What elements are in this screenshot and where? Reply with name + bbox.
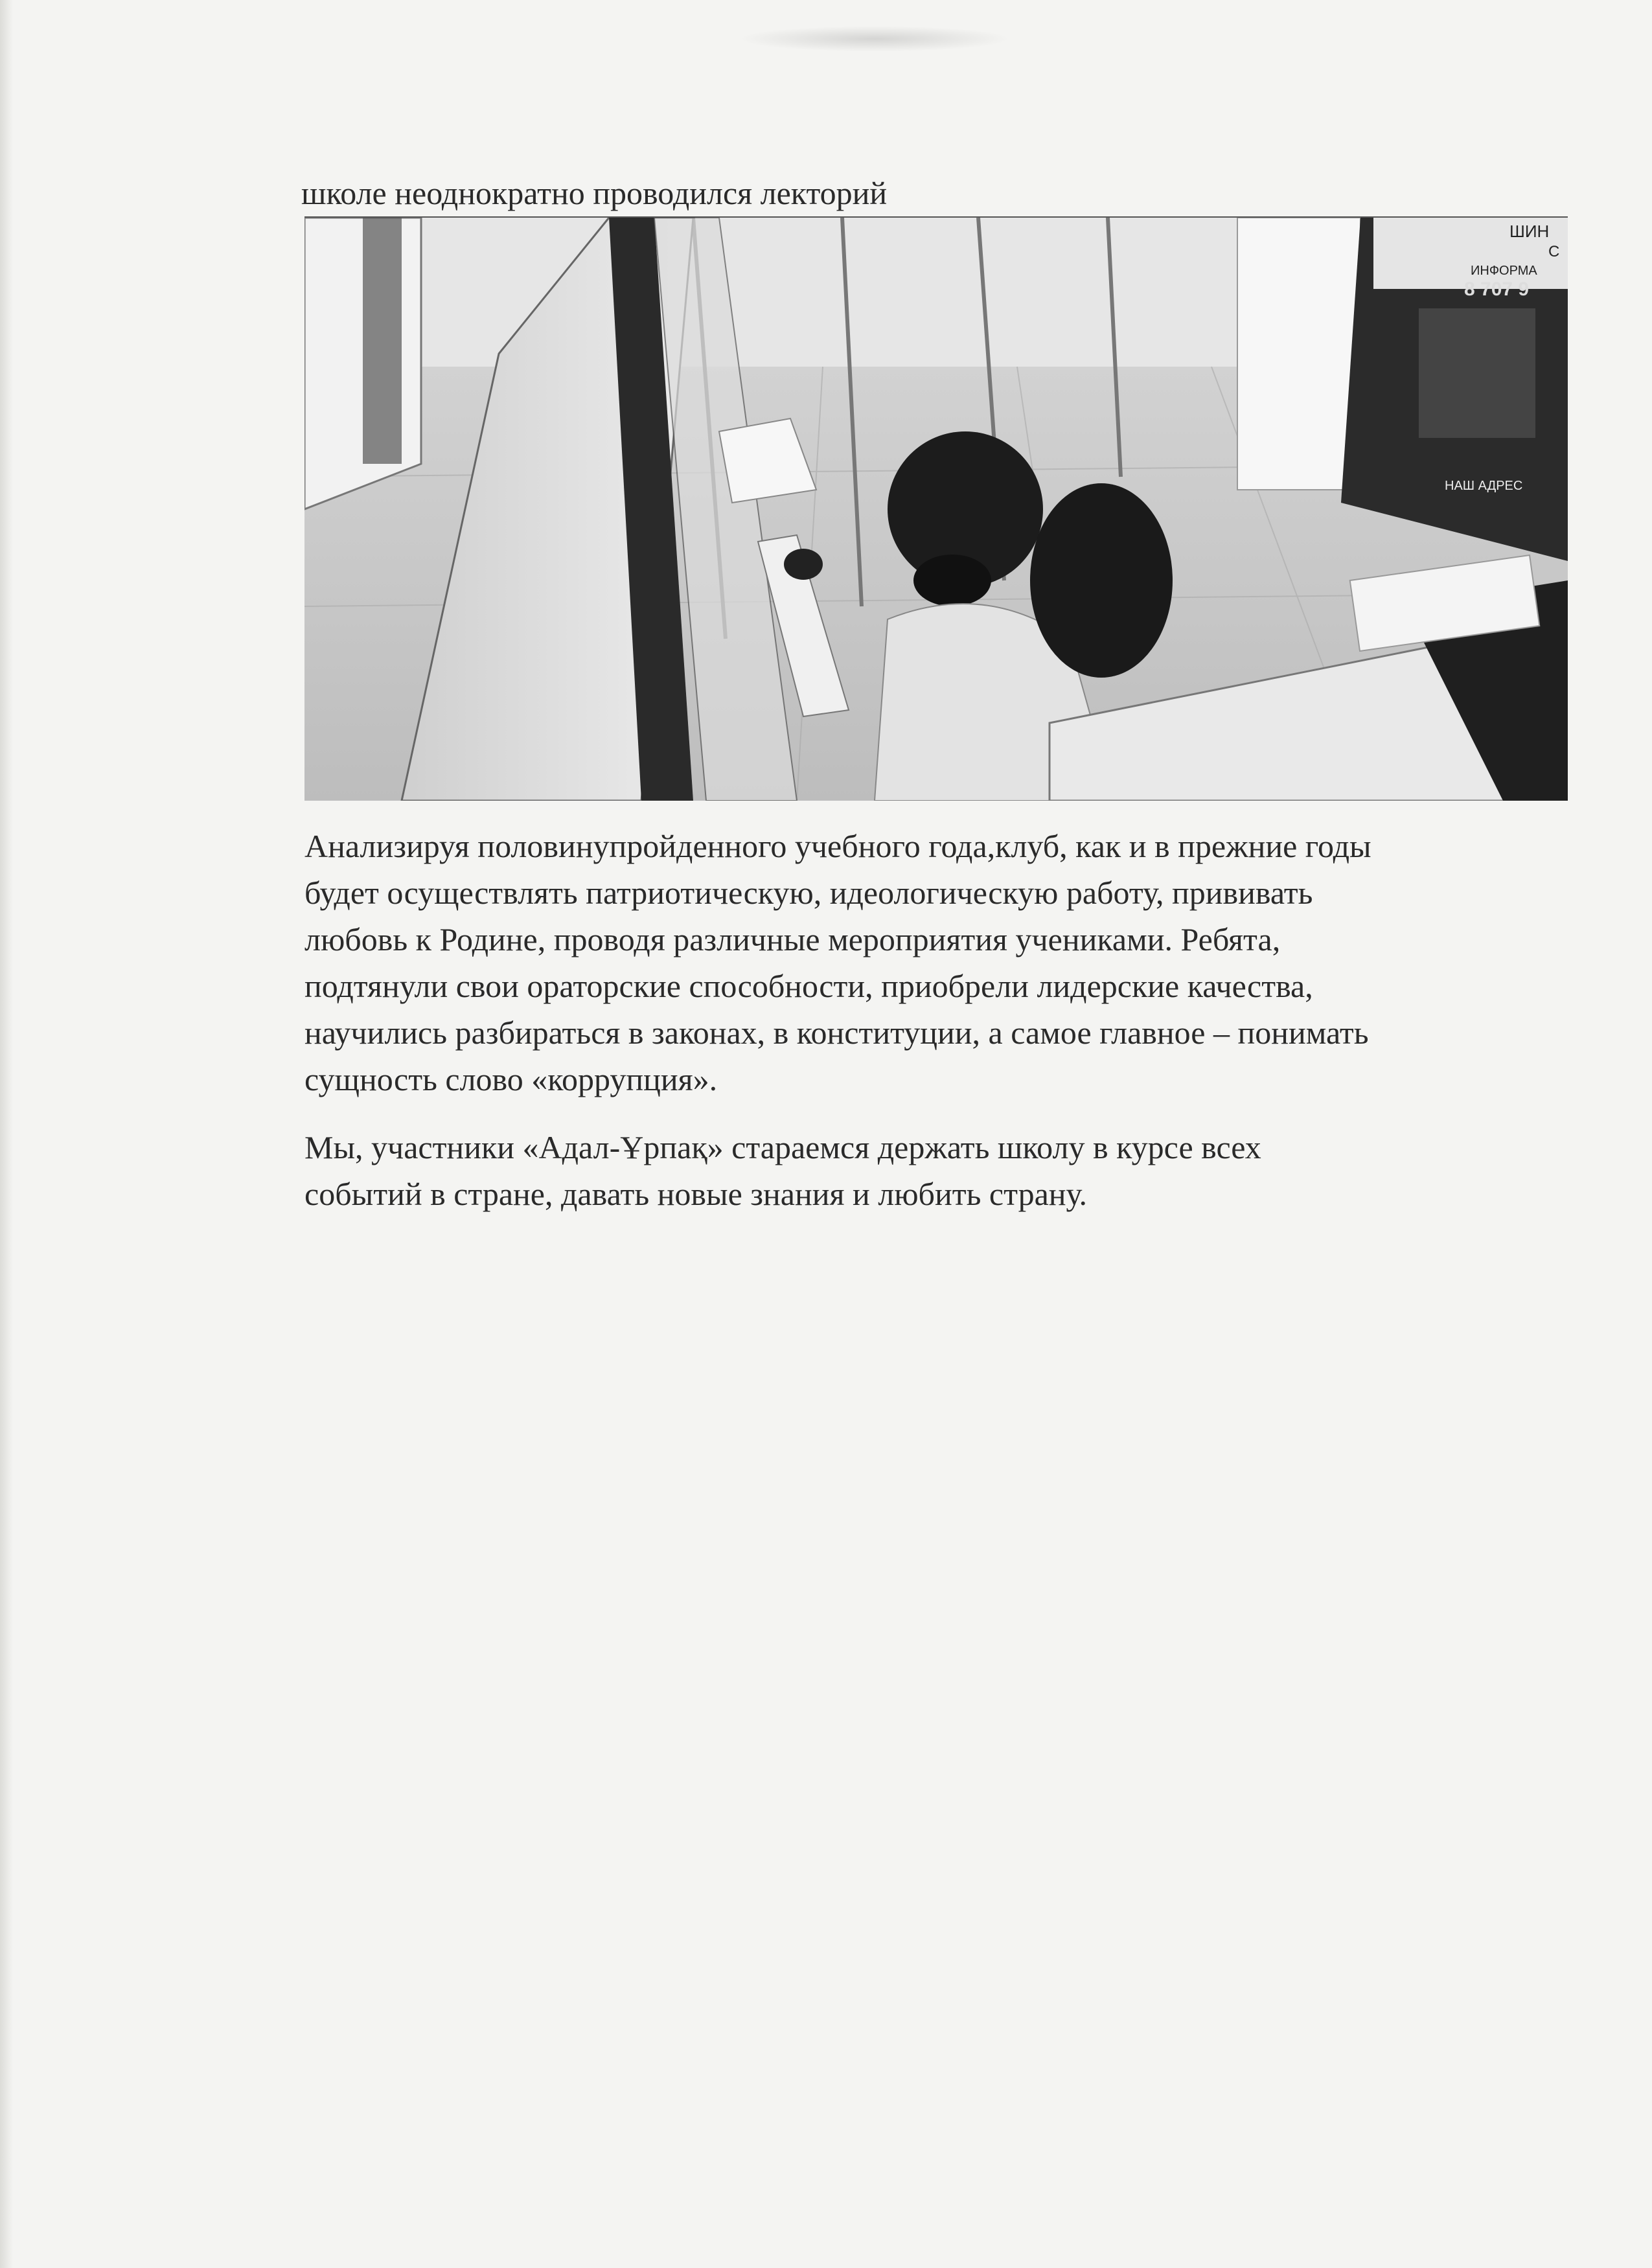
poster-text-1: ШИН (1509, 222, 1550, 241)
text-line: Мы, участники «Адал-Ұрпақ» стараемся держать школу в курсе всех (304, 1129, 1261, 1165)
poster-text-5: НАШ АДРЕС (1445, 479, 1523, 493)
paragraph-conclusion (304, 1124, 1574, 1217)
text-line: научились разбираться в законах, в конституции, а самое главное – понимать (304, 1014, 1369, 1051)
text-line: подтянули свои ораторские способности, приобрели лидерские качества, (304, 968, 1313, 1004)
scan-edge-shadow (0, 0, 13, 2268)
photo-caption: школе неоднократно проводился лекторий (301, 175, 888, 211)
poster-text-2: С (1548, 243, 1560, 260)
text-line: событий в стране, давать новые знания и любить страну. (304, 1176, 1088, 1212)
text-line: любовь к Родине, проводя различные мероприятия учениками. Ребята, (304, 921, 1281, 957)
text-line: будет осуществлять патриотическую, идеологическую работу, прививать (304, 875, 1313, 911)
poster-text-3: ИНФОРМА (1471, 264, 1537, 278)
paragraph-summary (304, 823, 1574, 1103)
scan-smudge (739, 26, 1011, 52)
text-line: Анализируя половинупройденного учебного года,клуб, как и в прежние годы (304, 828, 1371, 864)
photo-illustration (304, 218, 1568, 801)
reception-desk-photo (304, 216, 1568, 801)
text-line: сущность слово «коррупция». (304, 1061, 718, 1097)
poster-text-4: 8 707 9 (1464, 279, 1530, 300)
